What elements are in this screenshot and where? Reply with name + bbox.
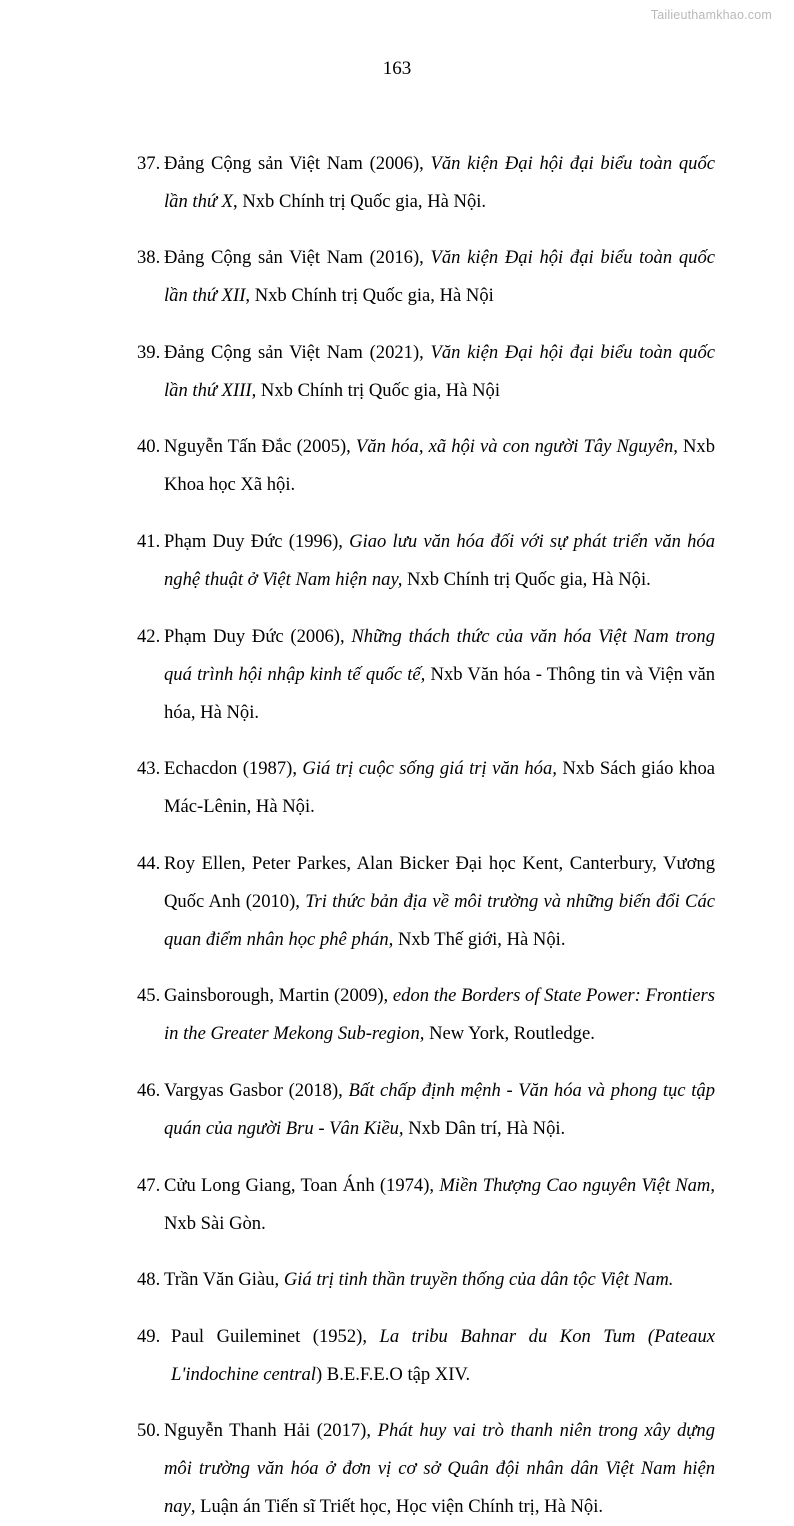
reference-detail: Gainsborough, Martin (2009), [164,985,393,1007]
reference-number: 48. [137,1269,161,1291]
reference-list [137,126,715,1526]
reference-detail: Nxb Sách giáo khoa Mác-Lênin, Hà Nội. [164,758,716,818]
reference-entry [137,1167,715,1243]
reference-number: 38. [137,247,161,269]
reference-number: 50. [137,1420,161,1442]
reference-number: 41. [137,530,161,552]
reference-detail: Echacdon (1987), [164,758,303,780]
reference-number: 47. [137,1174,161,1196]
reference-entry [137,523,715,599]
reference-detail: Nguyễn Tấn Đắc (2005), [164,436,356,458]
reference-text [164,239,715,315]
reference-title: Miền Thượng Cao nguyên Việt Nam [439,1174,711,1196]
reference-text [164,428,715,504]
reference-title: Văn kiện Đại hội đại biểu toàn quốc lần thứ XIII [164,341,715,401]
reference-entry [137,845,715,959]
reference-detail: Vargyas Gasbor (2018), [164,1079,349,1101]
reference-detail: Phạm Duy Đức (1996), [164,530,350,552]
reference-number: 43. [137,758,161,780]
reference-number: 42. [137,625,161,647]
reference-title: edon the Borders of State Power: Frontiers in the Greater Mekong Sub-region, [164,985,716,1045]
reference-detail: , Nxb Chính trị Quốc gia, Hà Nội [245,285,494,307]
reference-text [164,618,715,732]
reference-entry [137,239,715,315]
reference-number: 45. [137,985,161,1007]
reference-entry [137,1412,715,1526]
reference-detail: Paul Guileminet (1952), [171,1325,380,1347]
reference-detail: Cửu Long Giang, Toan Ánh (1974), [164,1174,440,1196]
reference-entry [137,1072,715,1148]
reference-title: Bất chấp định mệnh - Văn hóa và phong tục tập quán của người Bru - Vân Kiều, [164,1079,715,1139]
reference-text [171,1318,715,1394]
reference-title: Văn hóa, xã hội và con người Tây Nguyên, [355,436,678,458]
reference-text [164,750,715,826]
reference-number: 44. [137,852,161,874]
reference-title: Tri thức bản địa về môi trường và những biến đổi Các quan điểm nhân học phê phán, [164,890,715,950]
reference-detail: , Luận án Tiến sĩ Triết học, Học viện Chính trị, Hà Nội. [190,1496,604,1518]
reference-detail: Phạm Duy Đức (2006), [164,625,352,647]
reference-detail: , Nxb Chính trị Quốc gia, Hà Nội [251,379,501,401]
reference-number: 46. [137,1079,161,1101]
reference-detail: Nxb Thế giới, Hà Nội. [393,928,566,950]
reference-text [164,1167,715,1243]
reference-text [164,145,715,221]
reference-detail: Đảng Cộng sản Việt Nam (2016), [164,247,431,269]
reference-entry [137,977,715,1053]
reference-detail: Nguyễn Thanh Hải (2017), [164,1420,378,1442]
reference-text [164,1412,715,1526]
reference-entry [137,1261,715,1299]
reference-title: Văn kiện Đại hội đại biểu toàn quốc lần thứ XII [164,247,715,307]
reference-entry [137,334,715,410]
reference-number: 40. [137,436,161,458]
page-number: 163 [382,58,412,79]
site-watermark: Tailieuthamkhao.com [650,8,772,22]
reference-text [164,977,715,1053]
reference-detail: Trần Văn Giàu, [164,1269,284,1291]
reference-text [164,334,715,410]
reference-text [164,1261,715,1299]
reference-title: Giá trị tinh thần truyền thống của dân tộc Việt Nam. [283,1269,674,1291]
reference-detail: Đảng Cộng sản Việt Nam (2006), [164,152,431,174]
reference-entry [137,750,715,826]
reference-title: La tribu Bahnar du Kon Tum (Pateaux L'indochine central [171,1325,715,1385]
reference-entry [137,145,715,221]
reference-text [164,523,715,599]
reference-number: 49. [137,1325,161,1347]
reference-detail: Nxb Khoa học Xã hội. [164,436,716,496]
reference-number: 37. [137,152,161,174]
reference-detail: Nxb Văn hóa - Thông tin và Viện văn hóa, Hà Nội. [164,663,715,723]
reference-detail: Đảng Cộng sản Việt Nam (2021), [164,341,431,363]
reference-detail: Nxb Chính trị Quốc gia, Hà Nội. [402,568,651,590]
reference-title: Văn kiện Đại hội đại biểu toàn quốc lần thứ X [164,152,715,212]
reference-entry [137,618,715,732]
reference-title: Giao lưu văn hóa đối với sự phát triển văn hóa nghệ thuật ở Việt Nam hiện nay, [164,530,716,590]
reference-detail: , Nxb Sài Gòn. [164,1174,715,1234]
reference-number: 39. [137,341,161,363]
reference-entry [137,1318,715,1394]
reference-detail: Roy Ellen, Peter Parkes, Alan Bicker Đại học Kent, Canterbury, Vương Quốc Anh (2010), [164,852,715,912]
reference-detail: Nxb Dân trí, Hà Nội. [403,1117,566,1139]
reference-detail: ) B.E.F.E.O tập XIV. [315,1363,471,1385]
reference-detail: , Nxb Chính trị Quốc gia, Hà Nội. [233,190,487,212]
reference-text [164,845,715,959]
reference-title: Phát huy vai trò thanh niên trong xây dựng môi trường văn hóa ở đơn vị cơ sở Quân đội nhân dân Việt Nam hiện nay [164,1420,715,1518]
reference-text [164,1072,715,1148]
reference-title: Giá trị cuộc sống giá trị văn hóa, [302,758,557,780]
reference-detail: New York, Routledge. [424,1023,595,1045]
reference-title: Những thách thức của văn hóa Việt Nam trong quá trình hội nhập kinh tế quốc tế, [164,625,715,685]
reference-entry [137,428,715,504]
